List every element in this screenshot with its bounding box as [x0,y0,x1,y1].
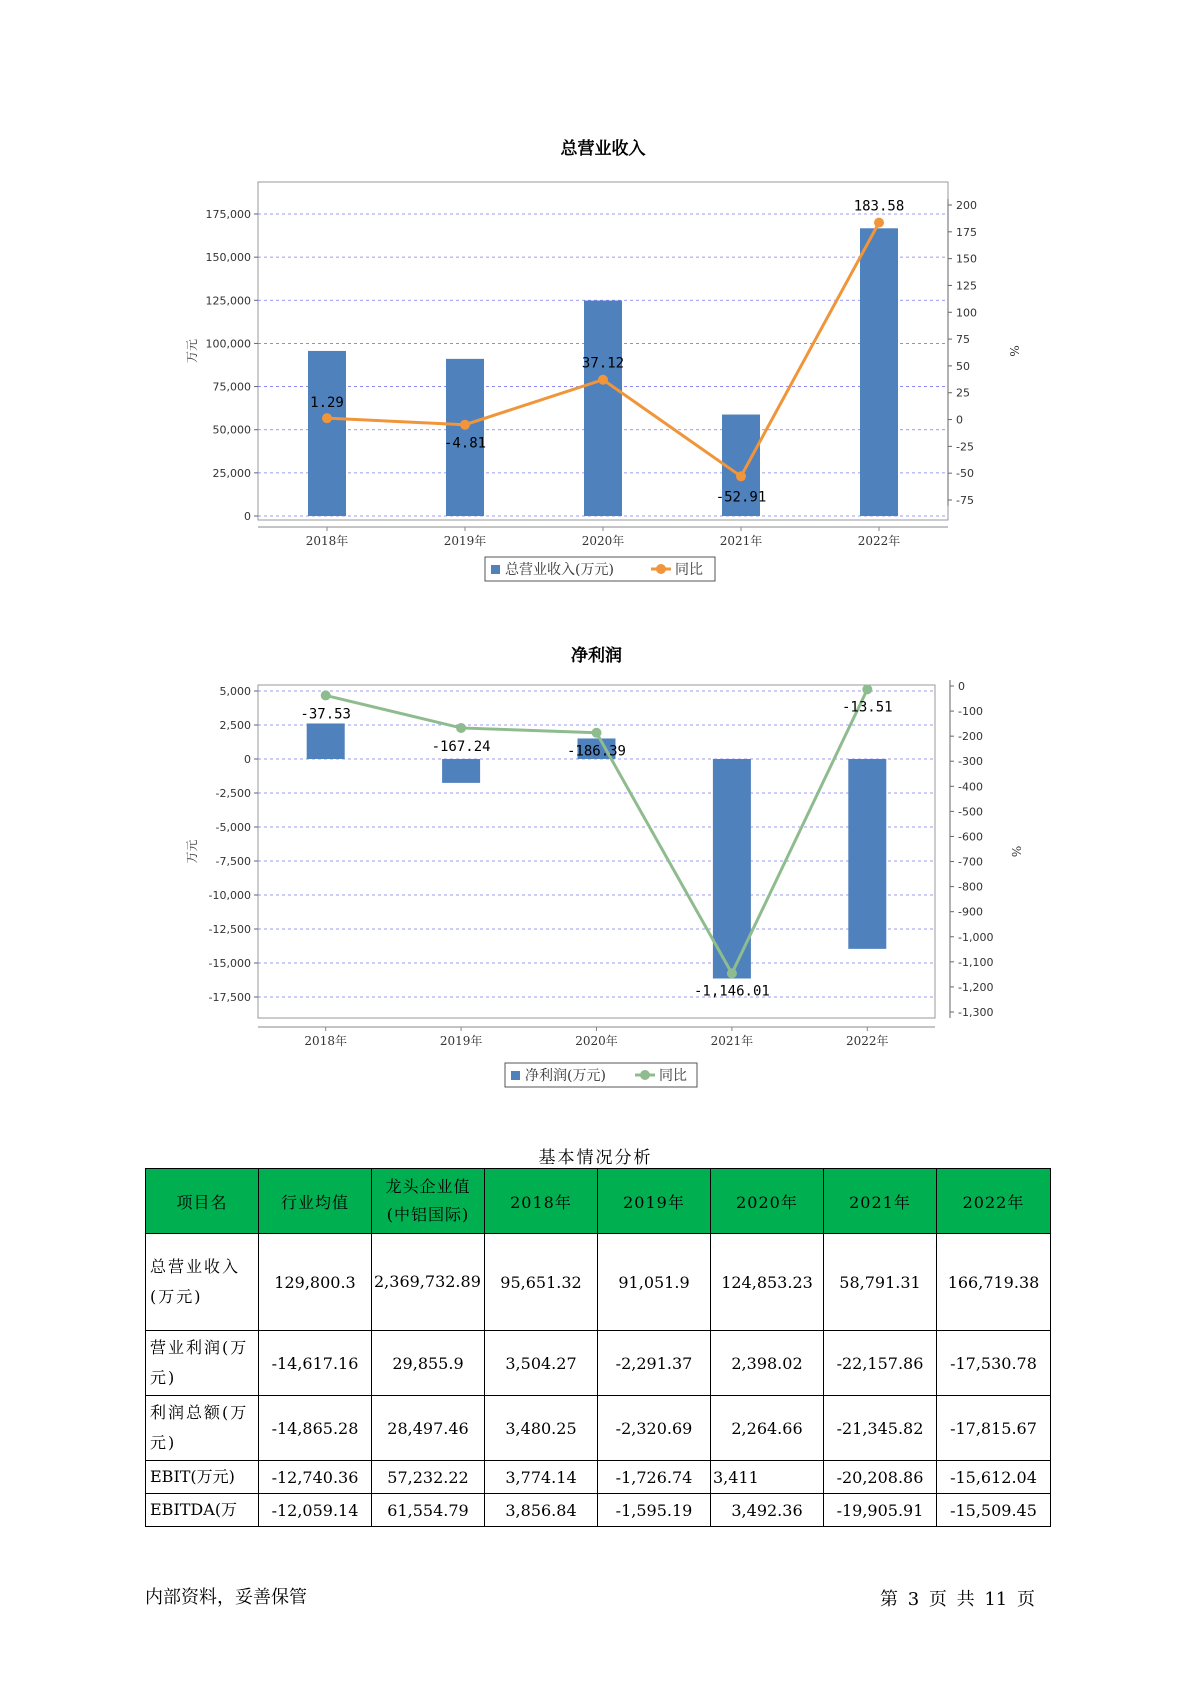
cell: -2,320.69 [598,1396,711,1461]
right-tick-label: -700 [958,855,983,869]
y-tick-label: -7,500 [215,855,251,868]
y-tick-label: 125,000 [205,294,251,308]
cell: -21,345.82 [824,1396,937,1461]
right-tick-label: -100 [958,705,983,719]
line-point [322,413,332,423]
data-label: -37.53 [300,706,351,723]
right-tick-label: -1,000 [958,930,994,944]
right-tick-label: -400 [958,780,983,794]
y-tick-label: 50,000 [212,423,251,437]
header-industry-avg: 行业均值 [259,1169,372,1234]
right-tick-label: -75 [956,494,974,507]
legend-bar-swatch [491,565,500,574]
y-axis-label-left: 万元 [185,839,199,864]
footer-confidential: 内部资料，妥善保管 [145,1587,307,1608]
data-label: -52.91 [715,489,767,506]
x-tick-label: 2021年 [710,1034,754,1048]
cell: -2,291.37 [598,1331,711,1396]
data-label: -13.51 [842,699,893,716]
cell: -17,530.78 [937,1331,1051,1396]
cell: 3,856.84 [485,1494,598,1527]
y-tick-label: -5,000 [215,821,251,834]
line-point [598,375,608,385]
cell: -22,157.86 [824,1331,937,1396]
x-tick-label: 2018年 [305,534,349,548]
cell: 95,651.32 [485,1234,598,1331]
line-point [592,728,602,738]
data-label: -186.39 [566,743,627,760]
y-tick-label: 25,000 [212,466,251,480]
header-2022: 2022年 [937,1169,1051,1234]
right-tick-label: 75 [956,333,970,347]
right-tick-label: 200 [956,199,977,212]
cell: 129,800.3 [259,1234,372,1331]
y-tick-label: 5,000 [219,685,251,698]
chart-title: 总营业收入 [560,139,646,159]
legend-bar-swatch [511,1071,520,1080]
right-tick-label: -1,200 [958,980,994,994]
bar [581,301,625,516]
line-point [874,218,884,228]
bar [307,723,345,759]
revenue-chart [0,120,1191,590]
right-tick-label: -600 [958,830,983,844]
data-label: -4.81 [443,435,487,452]
cell: -15,509.45 [937,1494,1051,1527]
cell: 28,497.46 [372,1396,485,1461]
analysis-table [145,1168,1051,1527]
right-tick-label: 175 [956,225,977,239]
right-tick-label: -200 [958,730,983,744]
cell: 3,504.27 [485,1331,598,1396]
cell: 2,398.02 [711,1331,824,1396]
right-tick-label: 125 [956,279,977,293]
table-row [146,1234,1051,1331]
row-name: EBIT(万元) [146,1461,259,1494]
right-tick-label: -1,100 [958,955,994,969]
cell: -20,208.86 [824,1461,937,1494]
right-tick-label: 0 [956,413,963,427]
cell: -17,815.67 [937,1396,1051,1461]
table-row [146,1396,1051,1461]
cell: -14,865.28 [259,1396,372,1461]
x-tick-label: 2022年 [857,534,901,548]
cell: 3,411 [711,1461,824,1494]
legend-label: 总营业收入(万元) [505,562,614,578]
bar [308,351,346,516]
header-leader: 龙头企业值(中铝国际) [372,1169,485,1234]
legend-line-marker [656,564,666,574]
y-axis-label-right: % [1007,345,1021,357]
right-tick-label: 50 [956,359,970,373]
cell: 3,774.14 [485,1461,598,1494]
right-tick-label: -25 [956,440,974,454]
x-tick-label: 2019年 [443,534,487,548]
cell: 57,232.22 [372,1461,485,1494]
header-2018: 2018年 [485,1169,598,1234]
cell: 2,369,732.89 [372,1234,485,1331]
cell: -15,612.04 [937,1461,1051,1494]
cell: -19,905.91 [824,1494,937,1527]
bar [860,228,898,516]
right-tick-label: -800 [958,880,983,894]
line-point [727,968,737,978]
x-tick-label: 2021年 [719,534,763,548]
legend-label: 同比 [659,1068,687,1084]
y-tick-label: 0 [244,753,251,766]
bar [848,759,886,949]
header-2020: 2020年 [711,1169,824,1234]
y-tick-label: -15,000 [208,957,251,970]
y-tick-label: 150,000 [205,251,251,265]
line-point [321,690,331,700]
cell: 2,264.66 [711,1396,824,1461]
y-tick-label: 75,000 [212,380,251,394]
legend-label: 净利润(万元) [525,1068,606,1084]
y-tick-label: -10,000 [208,889,251,902]
y-tick-label: 0 [244,510,251,523]
data-label: 37.12 [581,355,625,372]
right-tick-label: -500 [958,805,983,819]
x-tick-label: 2019年 [439,1034,483,1048]
cell: -12,059.14 [259,1494,372,1527]
data-label: -167.24 [431,738,491,755]
line-point [862,684,872,694]
header-item-name: 项目名 [146,1169,259,1234]
cell: 29,855.9 [372,1331,485,1396]
legend-line-marker [640,1070,650,1080]
line-point [460,420,470,430]
right-tick-label: -1,300 [958,1006,994,1019]
y-tick-label: 2,500 [219,719,251,732]
cell: 58,791.31 [824,1234,937,1331]
cell: 3,492.36 [711,1494,824,1527]
row-name: 总营业收入(万元) [146,1234,259,1331]
right-tick-label: 0 [958,680,965,693]
y-tick-label: -12,500 [208,923,251,936]
footer-page-number: 第 3 页 共 11 页 [880,1589,1035,1610]
y-tick-label: 100,000 [205,337,251,351]
cell: 166,719.38 [937,1234,1051,1331]
cell: -1,595.19 [598,1494,711,1527]
cell: 61,554.79 [372,1494,485,1527]
data-label: -1,146.01 [693,983,770,1000]
table-row [146,1494,1051,1527]
line-point [736,471,746,481]
table-row [146,1461,1051,1494]
bar [442,759,480,783]
table-header-row [146,1169,1051,1234]
cell: 3,480.25 [485,1396,598,1461]
table-row [146,1331,1051,1396]
x-tick-label: 2022年 [846,1034,889,1048]
chart-title: 净利润 [571,646,622,666]
right-tick-label: -50 [956,467,974,481]
line-point [456,723,466,733]
right-tick-label: 100 [956,306,977,320]
data-label: 183.58 [853,198,905,215]
y-axis-label-right: % [1009,845,1023,858]
x-tick-label: 2020年 [581,534,625,548]
right-tick-label: 150 [956,252,977,266]
x-tick-label: 2020年 [575,1034,618,1048]
header-2019: 2019年 [598,1169,711,1234]
net-profit-chart [0,620,1191,1100]
data-label: 1.29 [310,395,344,412]
y-tick-label: 175,000 [205,208,251,221]
cell: 124,853.23 [711,1234,824,1331]
right-tick-label: 25 [956,386,970,400]
cell: -1,726.74 [598,1461,711,1494]
cell: -12,740.36 [259,1461,372,1494]
cell: 91,051.9 [598,1234,711,1331]
y-tick-label: -2,500 [215,787,251,800]
row-name: 利润总额(万元) [146,1396,259,1461]
right-tick-label: -900 [958,905,983,919]
table-title: 基本情况分析 [538,1148,653,1168]
legend-label: 同比 [675,562,703,578]
row-name: EBITDA(万 [146,1494,259,1527]
y-axis-label-left: 万元 [185,338,199,364]
cell: -14,617.16 [259,1331,372,1396]
right-tick-label: -300 [958,755,983,769]
x-tick-label: 2018年 [304,1034,347,1048]
y-tick-label: -17,500 [208,991,251,1004]
row-name: 营业利润(万元) [146,1331,259,1396]
header-2021: 2021年 [824,1169,937,1234]
